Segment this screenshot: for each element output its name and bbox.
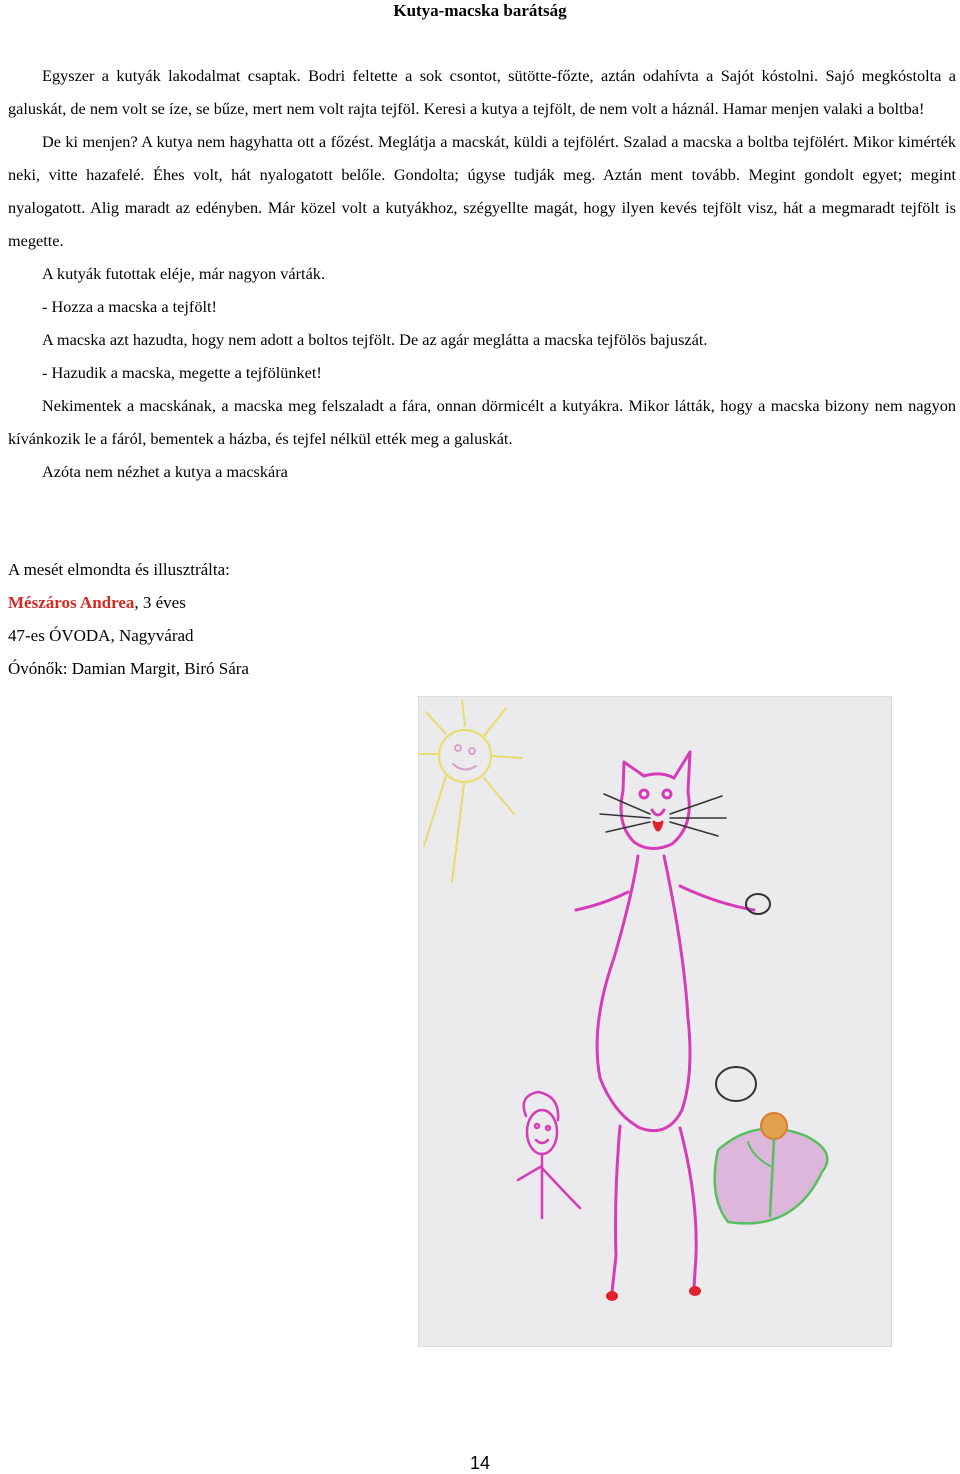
page-title: Kutya-macska barátság (393, 1, 567, 20)
page-number: 14 (469, 1453, 491, 1473)
story-paragraph: De ki menjen? A kutya nem hagyhatta ott a főzést. Meglátja a macskát, küldi a tejfölért. Szalad a macska a boltba tejfölért. Mikor kimérték neki, vitte hazafelé. Éhes volt, hát nyalogatott belőle. Gondolta; úgyse tudják meg. Aztán ment tovább. Megint gondolt egyet; megint nyalogatott. Alig maradt az edényben. Már közel volt a kutyákhoz, szégyellte magát, hogy ilyen kevés tejfölt visz, hát a megmaradt tejfölt is megette. (8, 132, 956, 250)
story-paragraph: A kutyák futottak eléje, már nagyon várták. (42, 264, 326, 283)
credits-teachers: Óvónők: Damian Margit, Biró Sára (8, 659, 249, 678)
author-age: , 3 éves (134, 593, 186, 612)
story-paragraph: - Hazudik a macska, megette a tejfölünket! (42, 363, 322, 382)
cat-drawing-illustration (418, 696, 892, 1347)
story-text (8, 59, 956, 488)
story-paragraph: - Hozza a macska a tejfölt! (42, 297, 217, 316)
credits-intro: A mesét elmondta és illusztrálta: (8, 560, 230, 579)
cat-feet (606, 1286, 701, 1301)
ball-drawings (716, 894, 770, 1101)
story-paragraph: Nekimentek a macskának, a macska meg felszaladt a fára, onnan dörmicélt a kutyákra. Mikor látták, hogy a macska bizony nem nagyon kívánkozik le a fáról, bementek a házba, és tejfel nélkül ették meg a galuskát. (8, 396, 956, 448)
child-drawing (418, 696, 892, 1347)
story-paragraph: Egyszer a kutyák lakodalmat csaptak. Bodri feltette a sok csontot, sütötte-főzte, aztán odahívta a Sajót kóstolni. Sajó megkóstolta a galuskát, de nem volt se íze, se bűze, mert nem volt rajta tejföl. Keresi a kutya a tejfölt, de nem volt a háznál. Hamar menjen valaki a boltba! (8, 66, 956, 118)
author-name: Mészáros Andrea (8, 593, 135, 612)
sun-drawing (420, 700, 522, 882)
cat-whiskers (600, 794, 726, 836)
credits-kindergarten: 47-es ÓVODA, Nagyvárad (8, 626, 194, 645)
story-paragraph: Azóta nem nézhet a kutya a macskára (42, 462, 288, 481)
credits-author (8, 586, 249, 619)
girl-figure (518, 1092, 580, 1218)
credits (8, 553, 249, 685)
story-paragraph: A macska azt hazudta, hogy nem adott a boltos tejfölt. De az agár meglátta a macska tejfölös bajuszát. (42, 330, 708, 349)
flower-bush-drawing (715, 1113, 828, 1223)
